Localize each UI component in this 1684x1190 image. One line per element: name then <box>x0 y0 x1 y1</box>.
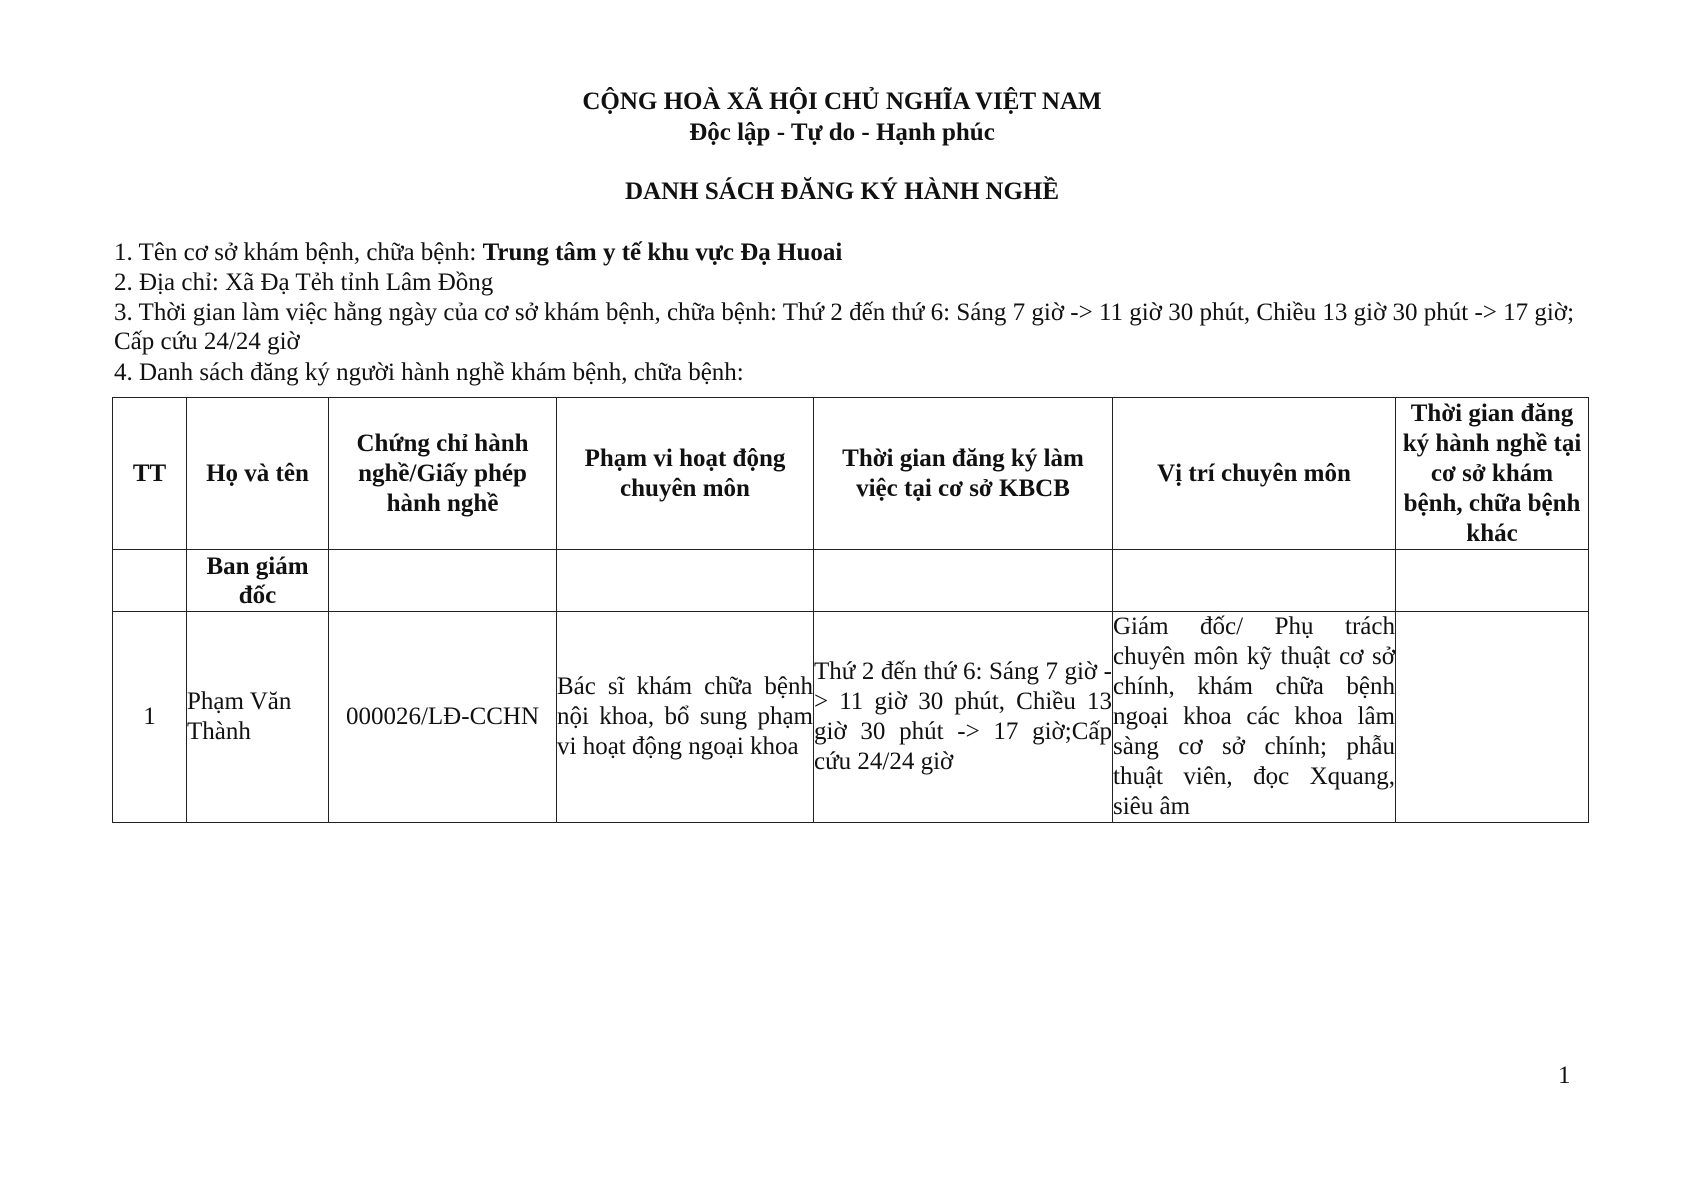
cell-scope: Bác sĩ khám chữa bệnh nội khoa, bổ sung phạm vi hoạt động ngoại khoa <box>557 612 814 823</box>
cell-position: Giám đốc/ Phụ trách chuyên môn kỹ thuật cơ sở chính, khám chữa bệnh ngoại khoa các khoa lâm sàng cơ sở chính; phẫu thuật viên, đọc Xquang, siêu âm <box>1113 612 1396 823</box>
group-empty-cell <box>557 550 814 612</box>
cell-schedule: Thứ 2 đến thứ 6: Sáng 7 giờ -> 11 giờ 30 phút, Chiều 13 giờ 30 phút -> 17 giờ;Cấp cứu 24/24 giờ <box>814 612 1113 823</box>
national-motto: Độc lập - Tự do - Hạnh phúc <box>689 119 995 146</box>
cell-other-facility <box>1396 612 1589 823</box>
page-number: 1 <box>1558 1062 1571 1089</box>
group-empty-cell <box>1396 550 1589 612</box>
header-schedule: Thời gian đăng ký làm việc tại cơ sở KBCB <box>814 398 1113 550</box>
list-intro-line: 4. Danh sách đăng ký người hành nghề khám bệnh, chữa bệnh: <box>114 359 744 386</box>
header-tt: TT <box>113 398 187 550</box>
registration-table <box>112 397 1589 823</box>
group-empty-cell <box>329 550 557 612</box>
cell-tt: 1 <box>113 612 187 823</box>
group-empty-cell <box>1113 550 1396 612</box>
table-row <box>113 612 1589 823</box>
facility-name: Trung tâm y tế khu vực Đạ Huoai <box>482 239 843 266</box>
header-name: Họ và tên <box>187 398 329 550</box>
header-certificate: Chứng chỉ hành nghề/Giấy phép hành nghề <box>329 398 557 550</box>
address-line: 2. Địa chỉ: Xã Đạ Tẻh tỉnh Lâm Đồng <box>114 269 494 296</box>
cell-name: Phạm Văn Thành <box>187 612 329 823</box>
group-row <box>113 550 1589 612</box>
group-empty-cell <box>814 550 1113 612</box>
header-other-facility: Thời gian đăng ký hành nghề tại cơ sở khám bệnh, chữa bệnh khác <box>1396 398 1589 550</box>
header-position: Vị trí chuyên môn <box>1113 398 1396 550</box>
facility-line <box>114 238 1584 267</box>
facility-label: 1. Tên cơ sở khám bệnh, chữa bệnh: <box>114 239 483 266</box>
working-hours-line: 3. Thời gian làm việc hằng ngày của cơ sở khám bệnh, chữa bệnh: Thứ 2 đến thứ 6: Sáng 7 giờ -> 11 giờ 30 phút, Chiều 13 giờ 30 phút -> 17 giờ; Cấp cứu 24/24 giờ <box>114 299 1575 355</box>
table-header-row <box>113 398 1589 550</box>
cell-certificate: 000026/LĐ-CCHN <box>329 612 557 823</box>
national-title: CỘNG HOÀ XÃ HỘI CHỦ NGHĨA VIỆT NAM <box>582 88 1102 115</box>
header-scope: Phạm vi hoạt động chuyên môn <box>557 398 814 550</box>
document-title: DANH SÁCH ĐĂNG KÝ HÀNH NGHỀ <box>624 178 1060 205</box>
group-empty-cell <box>113 550 187 612</box>
group-name: Ban giám đốc <box>187 550 329 612</box>
